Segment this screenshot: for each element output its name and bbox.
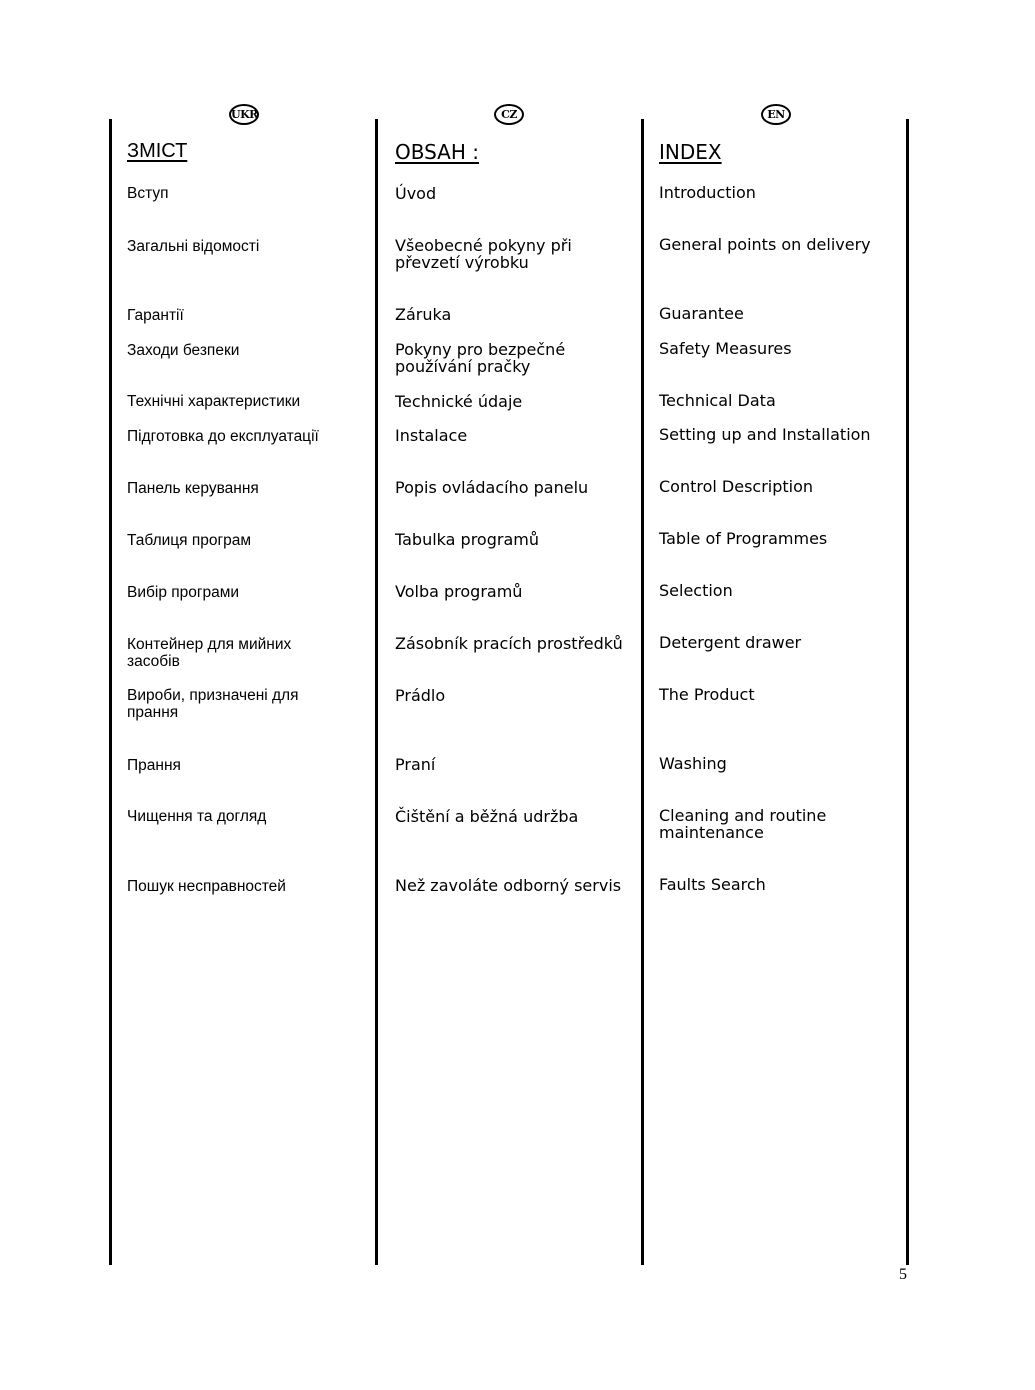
toc-item: Detergent drawer	[659, 633, 802, 652]
toc-item: Instalace	[395, 426, 468, 445]
toc-item: Control Description	[659, 477, 814, 496]
toc-item: Popis ovládacího panelu	[395, 478, 589, 497]
toc-item: Вступ	[127, 185, 169, 202]
toc-item: Technické údaje	[395, 392, 523, 411]
toc-item: Všeobecné pokyny při převzetí výrobku	[395, 236, 572, 272]
toc-item: Таблиця програм	[127, 532, 252, 549]
page-number: 5	[899, 1266, 907, 1283]
toc-item: Než zavoláte odborný servis	[395, 876, 622, 895]
contents-heading-cz: OBSAH :	[395, 140, 479, 164]
toc-item: Pokyny pro bezpečné používání pračky	[395, 340, 566, 376]
toc-item: Faults Search	[659, 875, 766, 894]
toc-item: Пошук несправностей	[127, 878, 286, 895]
toc-item: Cleaning and routine maintenance	[659, 806, 827, 842]
toc-item: Прання	[127, 757, 181, 774]
toc-item: Tabulka programů	[395, 530, 539, 549]
toc-item: Заходи безпеки	[127, 342, 240, 359]
toc-item: Čištění a běžná udržba	[395, 807, 579, 826]
toc-item: Washing	[659, 754, 727, 773]
language-badge-cz: CZ	[494, 104, 524, 125]
toc-item: Гарантії	[127, 307, 184, 324]
column-rule-middle-right	[641, 119, 644, 1265]
column-rule-left	[109, 119, 112, 1265]
language-badge-ukr: UKR	[229, 104, 259, 125]
toc-item: Чищення та догляд	[127, 808, 267, 825]
toc-item: Úvod	[395, 184, 437, 203]
toc-item: Prádlo	[395, 686, 446, 705]
toc-item: The Product	[659, 685, 755, 704]
column-rule-right	[906, 119, 909, 1265]
toc-item: Safety Measures	[659, 339, 792, 358]
toc-item: Підготовка до експлуатації	[127, 428, 319, 445]
column-rule-middle-left	[375, 119, 378, 1265]
toc-item: Вироби, призначені для прання	[127, 687, 299, 721]
toc-item: Praní	[395, 755, 436, 774]
toc-item: Технічні характеристики	[127, 393, 301, 410]
toc-item: Guarantee	[659, 304, 744, 323]
contents-heading-en: INDEX	[659, 140, 722, 164]
toc-item: Záruka	[395, 305, 452, 324]
toc-item: Вибір програми	[127, 584, 240, 601]
toc-item: Панель керування	[127, 480, 259, 497]
toc-item: General points on delivery	[659, 235, 871, 254]
toc-item: Загальні відомості	[127, 238, 260, 255]
toc-item: Setting up and Installation	[659, 425, 871, 444]
toc-item: Selection	[659, 581, 733, 600]
toc-item: Контейнер для мийних засобів	[127, 636, 292, 670]
contents-heading-ukr: ЗМІСТ	[127, 140, 188, 162]
toc-item: Technical Data	[659, 391, 776, 410]
language-badge-en: EN	[761, 104, 791, 125]
toc-item: Table of Programmes	[659, 529, 828, 548]
toc-item: Zásobník pracích prostředků	[395, 634, 623, 653]
toc-item: Volba programů	[395, 582, 523, 601]
toc-item: Introduction	[659, 183, 756, 202]
